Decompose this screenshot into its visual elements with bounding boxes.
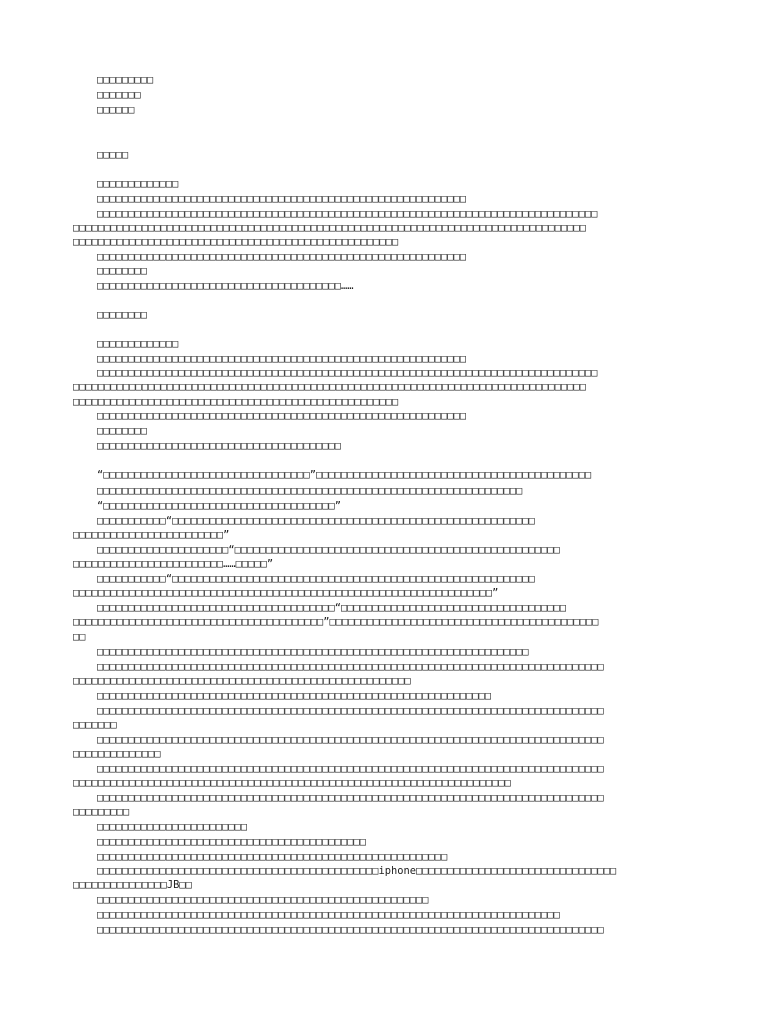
paragraph-line: □□□□□□□□□□□□□□□□□□□□□□□□□□□□□□□□□□□□□□□□□□□□□□□□□□□□□□□□□□□□□□□□□□□□□□□□□□□□□□□□ — [97, 208, 598, 220]
body-line: “□□□□□□□□□□□□□□□□□□□□□□□□□□□□□□□□□”□□□□□□□□□□□□□□□□□□□□□□□□□□□□□□□□□□□□□□□□□□□□ — [97, 469, 592, 481]
body-line: □□□□□□□□□□□□□□□□□□□□□□□□□□□□□□□□□□□□□□“□□□□□□□□□□□□□□□□□□□□□□□□□□□□□□□□□□□□ — [97, 602, 567, 614]
paragraph-line: □□□□□□□□□□□□□□□□□□□□□□□□□□□□□□□□□□□□□□□□□□□□□□□□□□□□□□□□□□□ — [97, 353, 467, 365]
body-line: □□□□□□□□□□□□□□□□□□□□□□□□□□□□□□□□□□□□□□□□□□□□□□□□□□□□□□□□□□□□□□□□□□□□□ — [97, 646, 529, 658]
body-line: □□□□□□□□□□□“□□□□□□□□□□□□□□□□□□□□□□□□□□□□□□□□□□□□□□□□□□□□□□□□□□□□□□□□□□ — [97, 515, 535, 527]
header-line: □□□□□□ — [97, 104, 135, 116]
body-line: □□□□□□□□□□□□□□□□□□□□□□□□□□□□□□□□□□□□□□□□”□□□□□□□□□□□□□□□□□□□□□□□□□□□□□□□□□□□□□□□□□□□ — [73, 616, 599, 628]
paragraph-line: □□□□□□□□□□□□□□□□□□□□□□□□□□□□□□□□□□□□□□□□□□□□□□□□□□□□ — [73, 396, 399, 408]
section-title: □□□□□ — [97, 149, 129, 161]
body-line: □□□□□□□□□□□□□□□□□□□□□□□□□□□□□□□□□□□□□□□□□□□□□□□□□□□□□□□□□□□□□□□□□□□□□□ — [73, 777, 511, 789]
body-line: □□□□□□□□□□□□□□□JB□□ — [73, 879, 192, 891]
paragraph-line: □□□□□□□□□□□□□ — [97, 338, 179, 350]
paragraph-line: □□□□□□□□ — [97, 265, 148, 277]
paragraph-line: □□□□□□□□□□□□□□□□□□□□□□□□□□□□□□□□□□□□□□□□□□□□□□□□□□□□□□□□□□□ — [97, 251, 467, 263]
paragraph-line: □□□□□□□□□□□□□□□□□□□□□□□□□□□□□□□□□□□□□□□…… — [97, 280, 354, 292]
body-line: □□ — [73, 631, 86, 643]
paragraph-line: □□□□□□□□□□□□□□□□□□□□□□□□□□□□□□□□□□□□□□□□□□□□□□□□□□□□□□□□□□□□□□□□□□□□□□□□□□□□□□□□□□ — [73, 381, 586, 393]
paragraph-line: □□□□□□□□ — [97, 425, 148, 437]
body-line: “□□□□□□□□□□□□□□□□□□□□□□□□□□□□□□□□□□□□□” — [97, 500, 341, 512]
paragraph-line: □□□□□□□□□□□□□□□□□□□□□□□□□□□□□□□□□□□□□□□□□□□□□□□□□□□□□□□□□□□ — [97, 410, 467, 422]
body-line: □□□□□□□□□□□□□□□□□□□□□□□□……□□□□□” — [73, 558, 274, 570]
paragraph-line: □□□□□□□□□□□□□□□□□□□□□□□□□□□□□□□□□□□□□□□□□□□□□□□□□□□□ — [73, 236, 399, 248]
body-line: □□□□□□□□□□□□□□□□□□□□□□□□□□□□□□□□□□□□□□□□□□□□□□□□□□□□□□□□□□□□□□□ — [97, 690, 492, 702]
body-line: □□□□□□□□□□□□□□□□□□□□□□□□□□□□□□□□□□□□□□□□□□□□□□□□□□□□□□□□□□□□□□□□□□□□□□□□□□□□□□□□□ — [97, 734, 604, 746]
body-line: □□□□□□□□□□□□□□□□□□□□□□□□□□□□□□□□□□□□□□□□□□□□□□□□□□□□□□□□□□□□□□□□□□□□□□□□□□□□□□□□□ — [97, 763, 604, 775]
body-line: □□□□□□□□□□□□□□□□□□□□□“□□□□□□□□□□□□□□□□□□□□□□□□□□□□□□□□□□□□□□□□□□□□□□□□□□□□ — [97, 544, 560, 556]
body-line: □□□□□□□□□□□□□□□□□□□□□□□□□□□□□□□□□□□□□□□□□□□□□□□□□□□□□□□□ — [97, 851, 448, 863]
section-title: □□□□□□□□ — [97, 309, 148, 321]
body-line: □□□□□□□□□□□□□□□□□□□□□□□□□□□□□□□□□□□□□□□□□□□□□□□□□□□□□□□□□□□□□□□□□□□□□□□□□□□□□□□□□ — [97, 705, 604, 717]
body-line: □□□□□□□ — [73, 719, 117, 731]
body-line: □□□□□□□□□□□□□□□□□□□□□□□□□□□□□□□□□□□□□□□□□□□□□□□□□□□□□ — [97, 894, 429, 906]
header-line: □□□□□□□□□ — [97, 74, 154, 86]
paragraph-line: □□□□□□□□□□□□□□□□□□□□□□□□□□□□□□□□□□□□□□□□□□□□□□□□□□□□□□□□□□□□□□□□□□□□□□□□□□□□□□□□ — [97, 367, 598, 379]
body-line: □□□□□□□□□□□□□□□□□□□□□□□□□□□□□□□□□□□□□□□□□□□□□□□□□□□□□□□□□□□□□□□□□□□□□□□□□□□□□□□□□ — [97, 661, 604, 673]
paragraph-line: □□□□□□□□□□□□□□□□□□□□□□□□□□□□□□□□□□□□□□□□□□□□□□□□□□□□□□□□□□□□□□□□□□□□□□□□□□□□□□□□□□ — [73, 222, 586, 234]
body-line: □□□□□□□□□□□□□□□□□□□□□□□□□□□□□□□□□□□□□□□□□□□ — [97, 836, 366, 848]
body-line: □□□□□□□□□□□□□□□□□□□□□□□□□□□□□□□□□□□□□□□□□□□□□□□□□□□□□□ — [73, 675, 411, 687]
body-line: □□□□□□□□□□□□□□□□□□□□□□□□□□□□□□□□□□□□□□□□□□□□□□□□□□□□□□□□□□□□□□□□□□□□□□□□□□□□□□□□□ — [97, 924, 604, 936]
body-line: □□□□□□□□□□□□□□ — [73, 748, 161, 760]
body-line: □□□□□□□□□□□□□□□□□□□□□□□□□□□□□□□□□□□□□□□□□□□□□□□□□□□□□□□□□□□□□□□□□□□□ — [97, 485, 523, 497]
body-line: □□□□□□□□□□□□□□□□□□□□□□□□□□□□□□□□□□□□□□□□□□□□□□□□□□□□□□□□□□□□□□□□□□□□□□□□□□□□□□□□□ — [97, 792, 604, 804]
paragraph-line: □□□□□□□□□□□□□□□□□□□□□□□□□□□□□□□□□□□□□□□□□□□□□□□□□□□□□□□□□□□ — [97, 193, 467, 205]
body-line: □□□□□□□□□□□“□□□□□□□□□□□□□□□□□□□□□□□□□□□□□□□□□□□□□□□□□□□□□□□□□□□□□□□□□□ — [97, 573, 535, 585]
body-line: □□□□□□□□□□□□□□□□□□□□□□□□ — [97, 821, 248, 833]
paragraph-line: □□□□□□□□□□□□□ — [97, 178, 179, 190]
body-line: □□□□□□□□□□□□□□□□□□□□□□□□□□□□□□□□□□□□□□□□□□□□□□□□□□□□□□□□□□□□□□□□□□□□□□□□□□ — [97, 909, 560, 921]
paragraph-line: □□□□□□□□□□□□□□□□□□□□□□□□□□□□□□□□□□□□□□□ — [97, 440, 341, 452]
body-line: □□□□□□□□□ — [73, 806, 130, 818]
body-line: □□□□□□□□□□□□□□□□□□□□□□□□” — [73, 529, 230, 541]
header-line: □□□□□□□ — [97, 89, 141, 101]
body-line: □□□□□□□□□□□□□□□□□□□□□□□□□□□□□□□□□□□□□□□□□□□□□iphone□□□□□□□□□□□□□□□□□□□□□□□□□□□□□□□□ — [97, 865, 617, 877]
body-line: □□□□□□□□□□□□□□□□□□□□□□□□□□□□□□□□□□□□□□□□□□□□□□□□□□□□□□□□□□□□□□□□□□□” — [73, 587, 499, 599]
